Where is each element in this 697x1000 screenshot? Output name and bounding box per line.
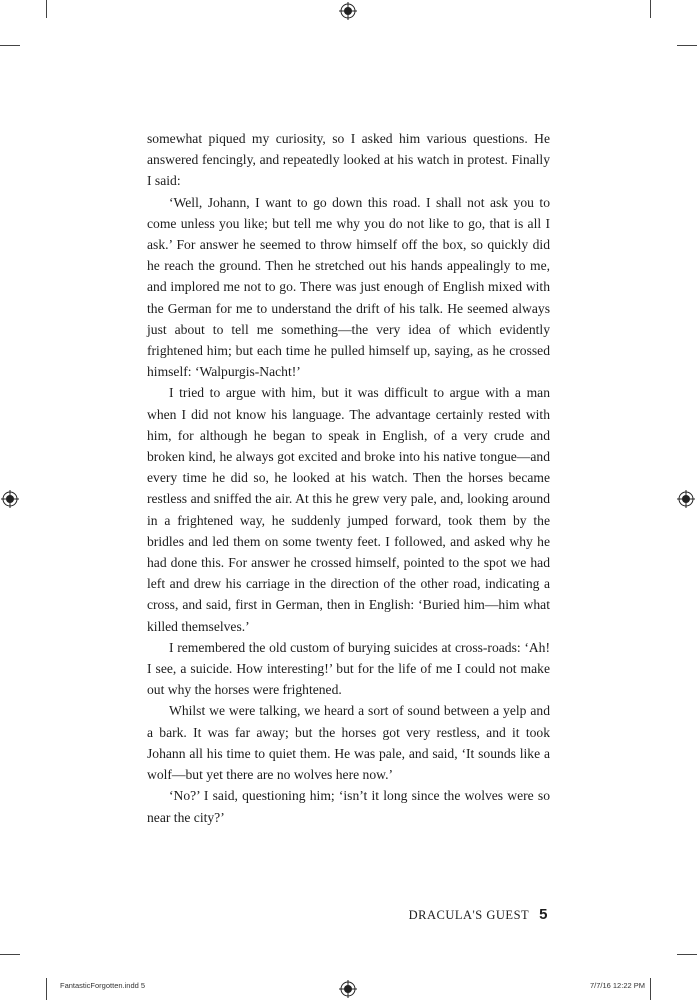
page-number: 5 — [539, 906, 548, 923]
running-title: DRACULA'S GUEST — [408, 908, 530, 922]
paragraph: ‘Well, Johann, I want to go down this road. I shall not ask you to come unless you like; but tell me why you do not like to go, that is all I ask.’ For answer he seemed to throw himself off the box, so quickly did he reach the ground. Then he stretched out his hands appealingly to me, and implored me not to go. There was just enough of English mixed with the German for me to understand the drift of his talk. He seemed always just about to tell me something—the very idea of which evidently frightened him; but each time he pulled himself up, saying, as he crossed himself: ‘Walpurgis-Nacht!’ — [147, 194, 550, 380]
registration-mark-top-icon — [339, 2, 357, 20]
crop-mark-top-left-vertical — [46, 0, 47, 18]
crop-mark-top-right-horizontal — [677, 45, 697, 46]
crop-mark-bottom-left-horizontal — [0, 954, 20, 955]
paragraph: I remembered the old custom of burying suicides at cross-roads: ‘Ah! I see, a suicide. How interesting!’ but for the life of me I could not make out why the horses were frightened. — [147, 639, 550, 698]
crop-mark-bottom-left-vertical — [46, 978, 47, 1000]
slug-file-name: FantasticForgotten.indd 5 — [60, 981, 146, 990]
crop-mark-top-right-vertical — [650, 0, 651, 18]
registration-mark-left-icon — [1, 490, 19, 508]
running-footer — [409, 906, 548, 923]
crop-mark-bottom-right-vertical — [650, 978, 651, 1000]
crop-mark-top-left-horizontal — [0, 45, 20, 46]
registration-mark-bottom-icon — [339, 980, 357, 998]
paragraph: I tried to argue with him, but it was difficult to argue with a man when I did not know his language. The advantage certainly rested with him, for although he began to speak in English, of a very crude and broken kind, he always got excited and broke into his native tongue—and every time he did so, he looked at his watch. Then the horses became restless and sniffed the air. At this he grew very pale, and, looking around in a frightened way, he suddenly jumped forward, took them by the bridles and led them on some twenty feet. I followed, and asked why he had done this. For answer he crossed himself, pointed to the spot we had left and drew his carriage in the direction of the other road, indicating a cross, and said, first in German, then in English: ‘Buried him—him what killed themselves.’ — [147, 385, 550, 634]
registration-mark-right-icon — [677, 490, 695, 508]
slug-date: 7/7/16 12:22 PM — [589, 981, 645, 990]
paragraph: somewhat piqued my curiosity, so I asked him various questions. He answered fencingly, and repeatedly looked at his watch in protest. Finally I said: — [147, 131, 550, 189]
paragraph: ‘No?’ I said, questioning him; ‘isn’t it long since the wolves were so near the city?’ — [147, 788, 550, 825]
crop-mark-bottom-right-horizontal — [677, 954, 697, 955]
paragraph: Whilst we were talking, we heard a sort of sound between a yelp and a bark. It was far away; but the horses got very restless, and it took Johann all his time to quiet them. He was pale, and said, ‘It sounds like a wolf—but yet there are no wolves here now.’ — [147, 703, 550, 783]
body-text — [147, 128, 550, 828]
